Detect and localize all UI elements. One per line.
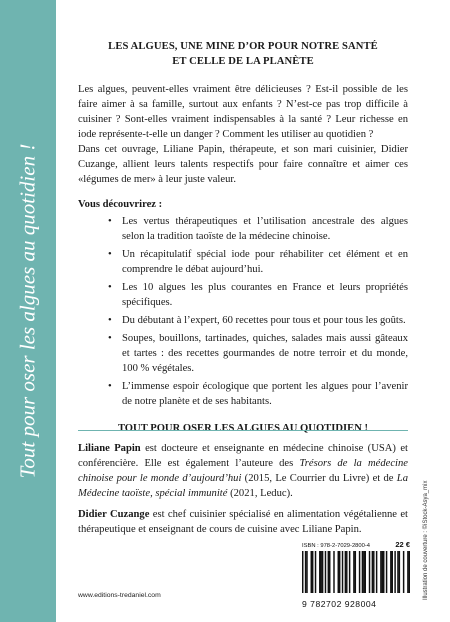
- barcode-bar: [380, 551, 381, 593]
- title-line-1: LES ALGUES, UNE MINE D’OR POUR NOTRE SANTÉ: [108, 41, 378, 52]
- author-bios: [78, 441, 408, 543]
- title-line-2: ET CELLE DE LA PLANÈTE: [172, 55, 314, 67]
- barcode-bar: [349, 551, 350, 593]
- price: 22 €: [395, 540, 410, 549]
- main-title: [78, 40, 408, 70]
- barcode-bar: [365, 551, 366, 593]
- isbn-number: ISBN : 978-2-7029-2800-4: [302, 543, 370, 549]
- author-name: Liliane Papin: [78, 443, 141, 454]
- cover-illustration-credit: Illustration de couverture : ©iStock-Asya_mix: [423, 480, 429, 600]
- barcode-block: [302, 540, 410, 608]
- author-bio-cuzange: Didier Cuzange est chef cuisinier spécialisé en alimentation végétalienne et thérapeutique et enseignant de cours de cuisine avec Liliane Papin.: [78, 509, 408, 536]
- barcode-bar: [315, 551, 316, 593]
- bullet-icon: •: [108, 215, 112, 227]
- discover-heading: Vous découvrirez :: [78, 198, 163, 210]
- barcode-bar: [333, 551, 334, 593]
- list-item: • Les vertus thérapeutiques et l’utilisation ancestrale des algues selon la tradition taoïste de la médecine chinoise.: [108, 215, 408, 242]
- discover-list: [78, 214, 408, 409]
- authors-intro-paragraph: Dans cet ouvrage, Liliane Papin, thérapeute, et son mari cuisinier, Didier Cuzange, allient leurs talents respectifs pour faire connaître et aimer ces «légumes de mer» à leur juste valeur.: [78, 143, 408, 185]
- barcode-bar: [376, 551, 377, 593]
- barcode-bar: [311, 551, 312, 593]
- author-name: Didier Cuzange: [78, 509, 150, 521]
- barcode-bar: [373, 551, 374, 593]
- barcode-bar: [383, 551, 384, 593]
- barcode-bar: [362, 551, 363, 593]
- barcode-bar: [386, 551, 387, 593]
- barcode-bar: [322, 551, 323, 593]
- barcode-bar: [346, 551, 347, 593]
- bullet-icon: •: [108, 248, 112, 260]
- list-item: • Du débutant à l’expert, 60 recettes pour tous et pour tous les goûts.: [78, 313, 408, 328]
- barcode-bar: [353, 551, 354, 593]
- barcode-bar: [338, 551, 339, 593]
- barcode-bar: [359, 551, 360, 593]
- barcode-bar: [329, 551, 330, 593]
- barcode-bar: [312, 551, 313, 593]
- barcode-graphic: [302, 549, 410, 593]
- barcode-bar: [320, 551, 321, 593]
- barcode-bar: [407, 551, 408, 593]
- barcode-bar: [403, 551, 404, 593]
- barcode-bar: [363, 551, 364, 593]
- publisher-website: www.editions-tredaniel.com: [78, 592, 161, 599]
- barcode-bar: [372, 551, 373, 593]
- list-item: • Un récapitulatif spécial iode pour réhabiliter cet élément et en comprendre le débat aujourd’hui.: [108, 248, 408, 275]
- barcode-bar: [399, 551, 400, 593]
- barcode-bar: [397, 551, 398, 593]
- intro-paragraph: Les algues, peuvent-elles vraiment être délicieuses ? Est-il possible de les faire aimer à sa famille, surtout aux enfants ? N’est-ce pas trop difficile à cuisiner ? Sont-elles vraiment indispensables à la santé ? Leur richesse en iode représente-t-elle un danger ? Comment les utiliser au quotidien ?: [78, 83, 408, 140]
- list-item: • Soupes, bouillons, tartinades, quiches, salades mais aussi gâteaux et tartes : des recettes gourmandes de notre terroir et du monde, 100 % végétales.: [108, 333, 408, 375]
- list-item: • Les 10 algues les plus courantes en France et leurs propriétés spécifiques.: [108, 282, 408, 309]
- barcode-bar: [369, 551, 370, 593]
- barcode-bar: [306, 551, 307, 593]
- spine-slogan: Tout pour oser les algues au quotidien !: [15, 143, 40, 479]
- slogan: TOUT POUR OSER LES ALGUES AU QUOTIDIEN !: [117, 423, 369, 435]
- barcode-bar: [319, 551, 320, 593]
- barcode-bar: [390, 551, 391, 593]
- barcode-bar: [409, 551, 410, 593]
- bullet-icon: •: [108, 333, 112, 345]
- author-bio-papin: Liliane Papin est docteure et enseignante en médecine chinoise (USA) et conférencière. Elle est également l’auteure des Trésors de la médecine chinoise pour le monde d’aujourd’hui (2015, Le Courrier du Livre) et de La Médecine taoïste, spécial immunité (2021, Leduc).: [78, 443, 408, 500]
- barcode-bar: [355, 551, 356, 593]
- bullet-icon: •: [108, 282, 112, 294]
- barcode-bar: [305, 551, 306, 593]
- list-item: • L’immense espoir écologique que portent les algues pour l’avenir de notre planète et de ses habitants.: [108, 381, 408, 408]
- book-title: La Médecine taoïste, spécial immunité: [78, 473, 408, 500]
- bullet-icon: •: [108, 315, 112, 327]
- barcode-bar: [394, 551, 395, 593]
- section-divider: [78, 430, 408, 431]
- barcode-bar: [345, 551, 346, 593]
- barcode-bar: [328, 551, 329, 593]
- barcode-bar: [302, 551, 303, 593]
- barcode-digits: 9 782702 928004: [302, 599, 377, 609]
- barcode-bar: [325, 551, 326, 593]
- spine-band: [0, 0, 56, 622]
- barcode-bar: [342, 551, 343, 593]
- back-cover-content: [78, 40, 408, 436]
- barcode-bar: [339, 551, 340, 593]
- barcode-bar: [382, 551, 383, 593]
- isbn-line: [302, 540, 410, 549]
- book-title: Trésors de la médecine chinoise pour le monde d’aujourd’hui: [78, 458, 408, 485]
- barcode-bar: [392, 551, 393, 593]
- bullet-icon: •: [108, 381, 112, 393]
